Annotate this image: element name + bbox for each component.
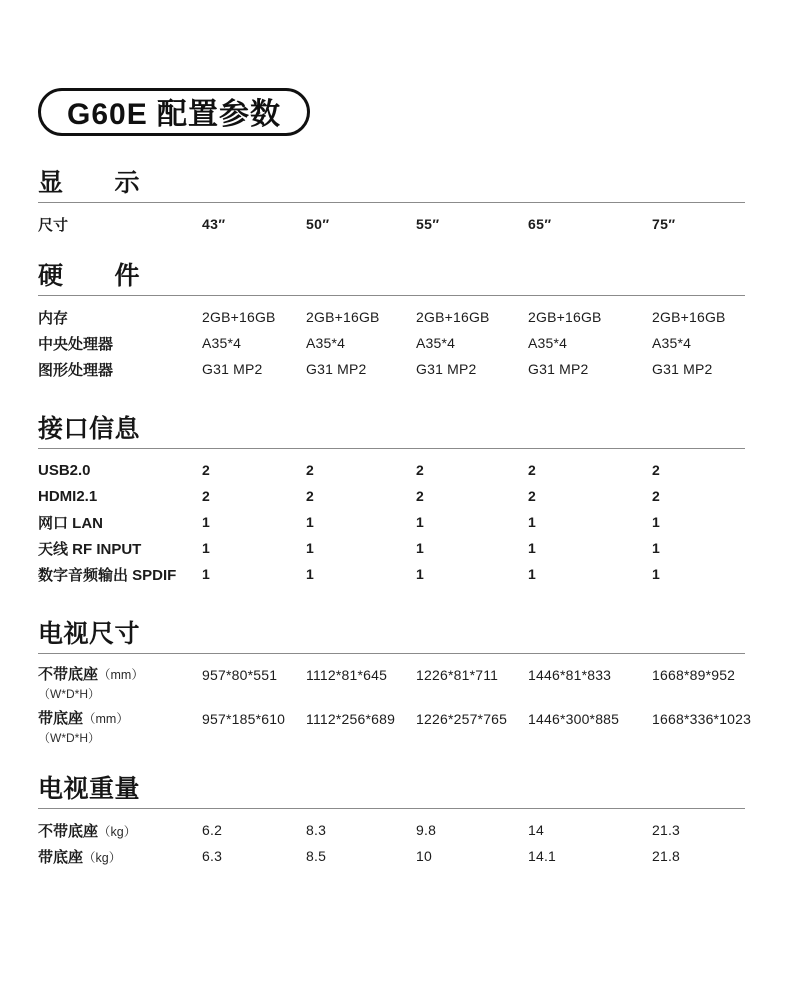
- spec-value: 957*185*610: [202, 711, 286, 727]
- spec-section: [38, 774, 745, 869]
- spec-value: 10: [416, 848, 432, 864]
- spec-row: [38, 706, 752, 750]
- spec-value: 8.5: [306, 848, 327, 864]
- spec-value: A35*4: [528, 335, 568, 351]
- row-label-cell: [38, 846, 202, 867]
- section-heading: 显 示: [38, 169, 141, 197]
- row-label-unit: （mm）: [83, 712, 129, 726]
- row-label-cell: [38, 666, 202, 704]
- spec-value: 2: [528, 488, 537, 504]
- spec-value: 1112*256*689: [306, 711, 396, 727]
- row-label-text: 带底座: [38, 848, 84, 866]
- row-label-text: 天线 RF INPUT: [38, 540, 142, 558]
- spec-row: [38, 843, 745, 869]
- row-label-sublabel: （W*D*H）: [38, 687, 100, 701]
- row-label-cell: [38, 488, 202, 505]
- spec-value: 2: [652, 488, 661, 504]
- spec-value: 2GB+16GB: [528, 309, 602, 325]
- spec-value: 65″: [528, 216, 552, 232]
- spec-row: [38, 483, 745, 509]
- row-label-cell: [38, 214, 202, 235]
- spec-row: [38, 330, 745, 356]
- spec-value: 6.3: [202, 848, 223, 864]
- row-label-cell: [38, 307, 202, 328]
- spec-value: 1446*300*885: [528, 711, 620, 727]
- section-rows: [38, 654, 752, 750]
- spec-row: [38, 662, 745, 706]
- spec-row: [38, 457, 745, 483]
- row-label-text: 内存: [38, 309, 69, 327]
- spec-value: 2: [202, 462, 211, 478]
- spec-value: 43″: [202, 216, 226, 232]
- spec-value: 2: [416, 462, 425, 478]
- spec-value: 1668*336*1023: [652, 711, 752, 727]
- spec-value: 1: [202, 566, 211, 582]
- spec-value: 957*80*551: [202, 667, 278, 683]
- spec-value: G31 MP2: [202, 361, 263, 377]
- spec-value: G31 MP2: [306, 361, 367, 377]
- spec-value: 2: [202, 488, 211, 504]
- spec-section: [38, 414, 745, 587]
- row-label-unit: （kg）: [98, 824, 137, 839]
- row-label: [38, 512, 202, 533]
- row-label: [38, 710, 202, 728]
- spec-value: 2GB+16GB: [652, 309, 726, 325]
- spec-value: 55″: [416, 216, 440, 232]
- spec-row: [38, 211, 745, 237]
- spec-value: 21.3: [652, 822, 681, 838]
- spec-value: 1: [202, 540, 211, 556]
- row-label: [38, 488, 202, 505]
- spec-value: 21.8: [652, 848, 681, 864]
- section-rows: [38, 809, 745, 869]
- spec-value: 1: [528, 540, 537, 556]
- row-label-cell: [38, 462, 202, 479]
- section-heading: 电视尺寸: [38, 620, 141, 648]
- row-label-cell: [38, 710, 202, 748]
- spec-value: 1112*81*645: [306, 667, 388, 683]
- section-rows: [38, 296, 745, 382]
- spec-row: [38, 561, 745, 587]
- spec-row: [38, 535, 745, 561]
- spec-value: 1226*257*765: [416, 711, 508, 727]
- row-label-text: 中央处理器: [38, 335, 114, 353]
- spec-value: 1: [528, 566, 537, 582]
- spec-section: [38, 619, 752, 750]
- row-label-text: 数字音频输出 SPDIF: [38, 566, 177, 584]
- row-label: [38, 307, 202, 328]
- row-label-text: 图形处理器: [38, 361, 114, 379]
- spec-value: 1: [652, 514, 661, 530]
- spec-value: 2: [416, 488, 425, 504]
- spec-value: 1446*81*833: [528, 667, 612, 683]
- spec-value: 1668*89*952: [652, 667, 736, 683]
- row-label: [38, 820, 202, 841]
- spec-section: [38, 168, 745, 237]
- spec-value: 1: [202, 514, 211, 530]
- row-label-text: 不带底座: [38, 822, 99, 840]
- spec-sheet-content: [38, 88, 752, 869]
- row-label-text: USB2.0: [38, 461, 91, 479]
- spec-value: 2: [306, 488, 315, 504]
- row-label-text: 尺寸: [38, 216, 69, 234]
- spec-value: 14: [528, 822, 544, 838]
- row-label-text: 带底座: [38, 710, 84, 727]
- spec-row: [38, 509, 745, 535]
- spec-value: 2GB+16GB: [306, 309, 380, 325]
- spec-value: 2: [528, 462, 537, 478]
- row-label-cell: [38, 359, 202, 380]
- spec-row: [38, 304, 745, 330]
- row-label: [38, 538, 202, 559]
- spec-value: 1226*81*711: [416, 667, 499, 683]
- spec-value: 2GB+16GB: [202, 309, 276, 325]
- row-label-cell: [38, 512, 202, 533]
- row-label: [38, 214, 202, 235]
- spec-value: 2: [652, 462, 661, 478]
- row-label-cell: [38, 564, 202, 585]
- spec-sections: [38, 168, 752, 869]
- row-label-text: 网口 LAN: [38, 514, 103, 532]
- section-heading: 电视重量: [38, 775, 141, 803]
- spec-value: 9.8: [416, 822, 437, 838]
- row-label: [38, 462, 202, 479]
- section-heading: 硬 件: [38, 262, 141, 290]
- section-heading: 接口信息: [38, 415, 141, 443]
- row-label-text: 不带底座: [38, 666, 99, 683]
- spec-value: 6.2: [202, 822, 223, 838]
- spec-value: A35*4: [306, 335, 346, 351]
- row-label: [38, 846, 202, 867]
- row-label-cell: [38, 333, 202, 354]
- page-title: G60E 配置参数: [38, 88, 310, 136]
- spec-row: [38, 356, 745, 382]
- spec-value: 75″: [652, 216, 676, 232]
- row-label-cell: [38, 538, 202, 559]
- spec-value: 50″: [306, 216, 330, 232]
- spec-value: A35*4: [202, 335, 242, 351]
- row-label-sublabel: （W*D*H）: [38, 731, 100, 745]
- spec-value: A35*4: [652, 335, 692, 351]
- spec-value: G31 MP2: [652, 361, 713, 377]
- spec-value: 1: [652, 540, 661, 556]
- row-label: [38, 564, 202, 585]
- spec-value: G31 MP2: [528, 361, 589, 377]
- spec-value: G31 MP2: [416, 361, 477, 377]
- spec-value: 1: [652, 566, 661, 582]
- spec-value: 1: [306, 566, 315, 582]
- spec-section: [38, 261, 745, 382]
- spec-value: 2GB+16GB: [416, 309, 490, 325]
- section-rows: [38, 449, 745, 587]
- spec-value: 1: [416, 540, 425, 556]
- spec-value: 8.3: [306, 822, 327, 838]
- row-label-cell: [38, 820, 202, 841]
- spec-value: 1: [306, 514, 315, 530]
- row-label: [38, 333, 202, 354]
- row-label: [38, 359, 202, 380]
- spec-row: [38, 817, 745, 843]
- section-rows: [38, 203, 745, 237]
- row-label-unit: （kg）: [83, 850, 122, 865]
- spec-value: 1: [416, 514, 425, 530]
- spec-value: 1: [306, 540, 315, 556]
- spec-value: 14.1: [528, 848, 557, 864]
- spec-value: A35*4: [416, 335, 456, 351]
- row-label-text: HDMI2.1: [38, 487, 98, 505]
- spec-value: 2: [306, 462, 315, 478]
- spec-value: 1: [528, 514, 537, 530]
- row-label: [38, 666, 202, 684]
- spec-value: 1: [416, 566, 425, 582]
- row-label-unit: （mm）: [98, 668, 144, 682]
